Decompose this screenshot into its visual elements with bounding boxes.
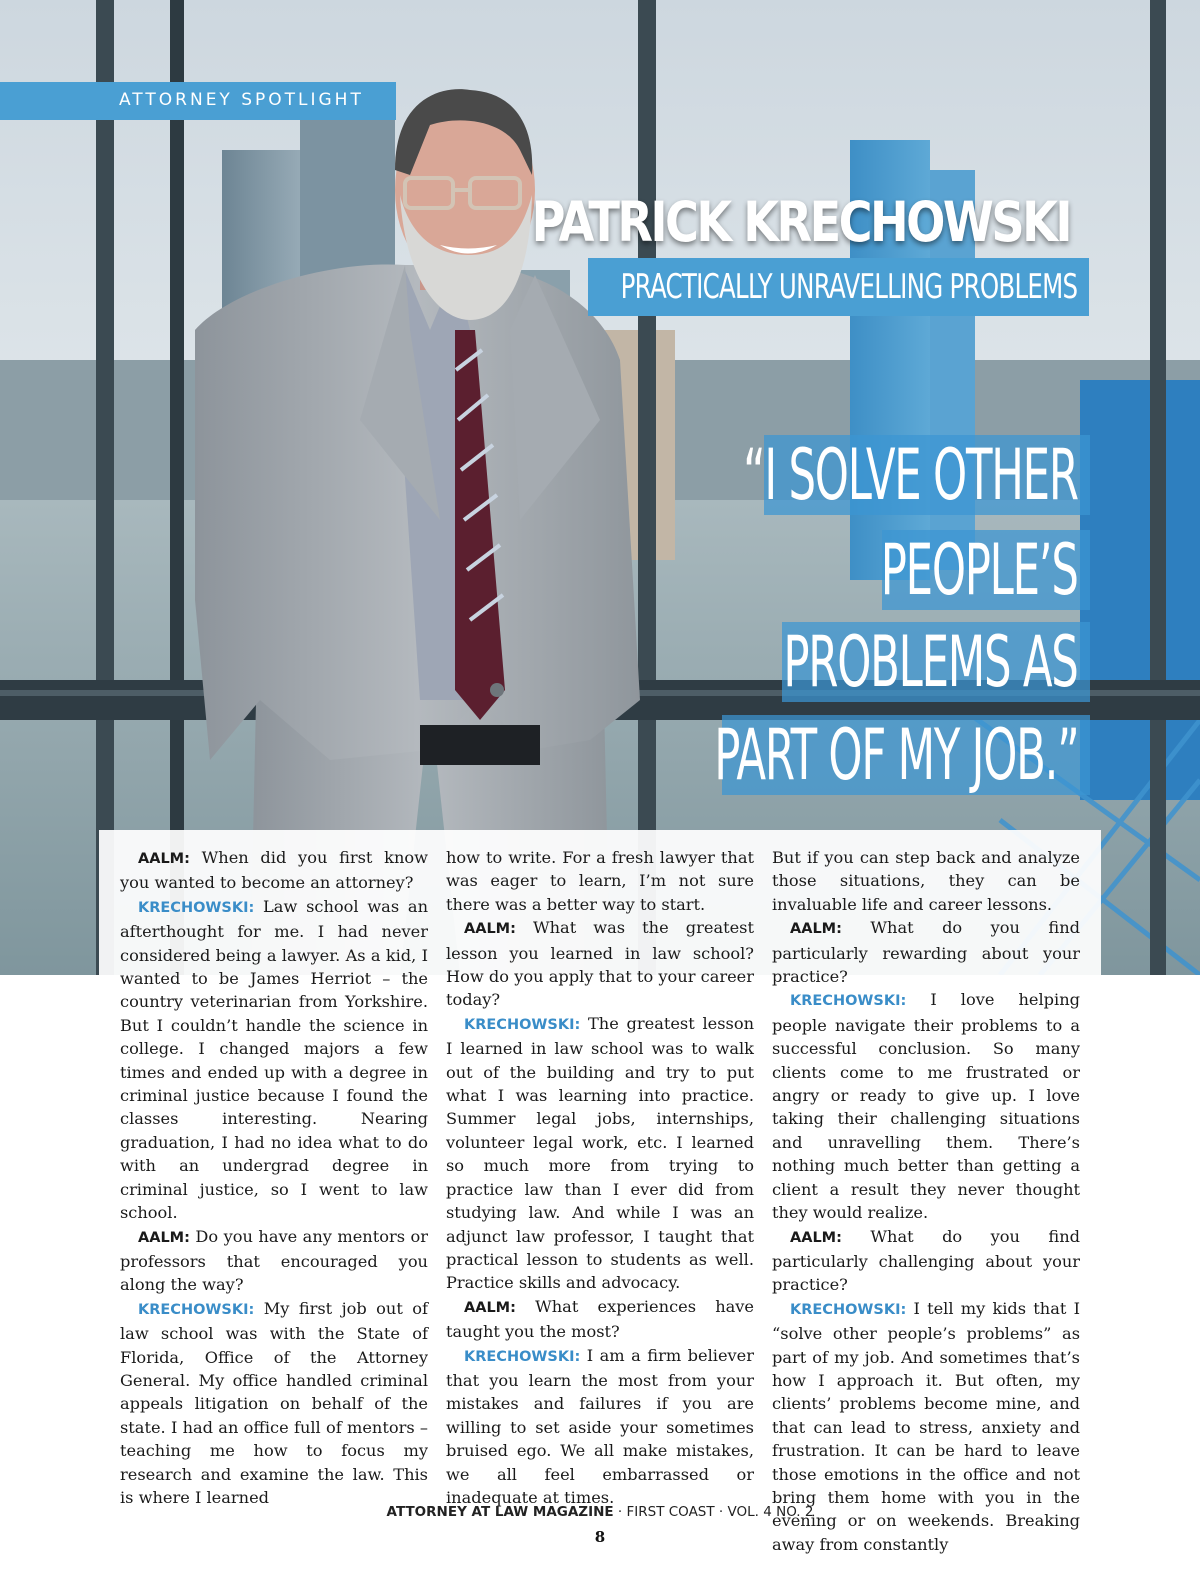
speaker-label-aalm: AALM: [138,1229,190,1246]
pull-quote-line-4: PART OF MY JOB.” [722,715,1090,795]
paragraph-text: Law school was an afterthought for me. I had never considered being a lawyer. As a kid, I wanted to be James Herriot – the country veterinarian from Yorkshire. But I couldn’t handle the science in college. I changed majors a few times and ended up with a degree in criminal justice because I found the classes interesting. Nearing graduation, I had no idea what to do with an undergrad degree in criminal justice, so I went to law school. [120,896,428,1223]
paragraph-text: Do you have any mentors or professors that encouraged you along the way? [120,1226,428,1295]
page-footer [0,1504,1200,1520]
article-headline: PATRICK KRECHOWSKI [531,190,1070,254]
magazine-name: ATTORNEY AT LAW MAGAZINE [386,1504,614,1520]
interview-question [120,846,428,895]
speaker-label-aalm: AALM: [138,851,190,867]
interview-answer [446,1344,754,1510]
article-subhead: PRACTICALLY UNRAVELLING PROBLEMS [620,267,1077,307]
paragraph-text: how to write. For a fresh lawyer that was eager to learn, I’m not sure there was a better way to start. [446,848,754,914]
paragraph-continuation [446,846,754,916]
paragraph-text: What was the greatest lesson you learned in law school? How do you apply that to your career today? [446,918,754,1010]
paragraph-text: What do you find particularly rewarding about your practice? [772,918,1080,987]
paragraph-text: What experiences have taught you the most? [446,1296,754,1342]
pull-quote-line-1: “I SOLVE OTHER [764,435,1090,515]
speaker-label-krechowski: KRECHOWSKI: [464,1016,581,1033]
speaker-label-aalm: AALM: [790,921,842,938]
interview-question [446,916,754,1012]
interview-answer [446,1012,754,1295]
column-3 [772,846,1080,1556]
paragraph-text: But if you can step back and analyze those situations, they can be invaluable life and career lessons. [772,848,1080,914]
section-tag [0,82,396,120]
paragraph-continuation [772,846,1080,916]
section-tag-label: ATTORNEY SPOTLIGHT [119,90,364,110]
speaker-label-aalm: AALM: [464,921,516,938]
speaker-label-krechowski: KRECHOWSKI: [790,1301,907,1318]
paragraph-text: What do you find particularly challenging about your practice? [772,1226,1080,1295]
paragraph-text: I am a firm believer that you learn the most from your mistakes and failures if you are willing to set aside your sometimes bruised ego. We all make mistakes, we all feel embarrassed or inadequate at times. [446,1345,754,1507]
interview-answer [772,988,1080,1224]
speaker-label-krechowski: KRECHOWSKI: [138,1301,255,1318]
interview-question [120,1225,428,1297]
paragraph-text: I love helping people navigate their problems to a successful conclusion. So many clients come to me frustrated or angry or ready to give up. I love taking their challenging situations and unravelling them. There’s nothing much better than getting a client a result they never thought they would realize. [772,990,1080,1223]
speaker-label-krechowski: KRECHOWSKI: [138,899,255,916]
page-number: 8 [594,1528,606,1546]
column-2 [446,846,754,1509]
speaker-label-krechowski: KRECHOWSKI: [464,1348,581,1365]
article-subhead-banner [588,258,1089,316]
interview-question [772,1225,1080,1297]
column-1 [120,846,428,1509]
issue-info: · FIRST COAST · VOL. 4 NO. 2 [613,1504,814,1520]
interview-question [772,916,1080,988]
paragraph-text: My first job out of law school was with the State of Florida, Office of the Attorney General. My office handled criminal appeals litigation on behalf of the state. I had an office full of mentors – teaching me how to focus my research and examine the law. This is where I learned [120,1298,428,1507]
interview-answer [120,895,428,1225]
paragraph-text: The greatest lesson I learned in law school was to walk out of the building and try to put what I was learning into practice. Summer legal jobs, internships, volunteer legal work, etc. I learned so much more from trying to practice law than I ever did from studying law. And while I was an adjunct law professor, I taught that practical lesson to students as well. Practice skills and advocacy. [446,1013,754,1293]
interview-question [446,1295,754,1344]
paragraph-text: When did you first know you wanted to become an attorney? [120,848,428,893]
speaker-label-krechowski: KRECHOWSKI: [790,993,907,1010]
pull-quote-line-2: PEOPLE’S [882,530,1090,610]
interview-answer [120,1297,428,1510]
pull-quote-line-3: PROBLEMS AS [782,622,1090,702]
speaker-label-aalm: AALM: [464,1299,516,1316]
speaker-label-aalm: AALM: [790,1229,842,1246]
paragraph-text: I tell my kids that I “solve other people’s problems” as part of my job. And sometimes that’s how I approach it. But often, my clients’ problems become mine, and that can lead to stress, anxiety and frustration. It can be hard to leave those emotions in the office and not bring them home with you in the evening or on weekends. Breaking away from constantly [772,1298,1080,1554]
